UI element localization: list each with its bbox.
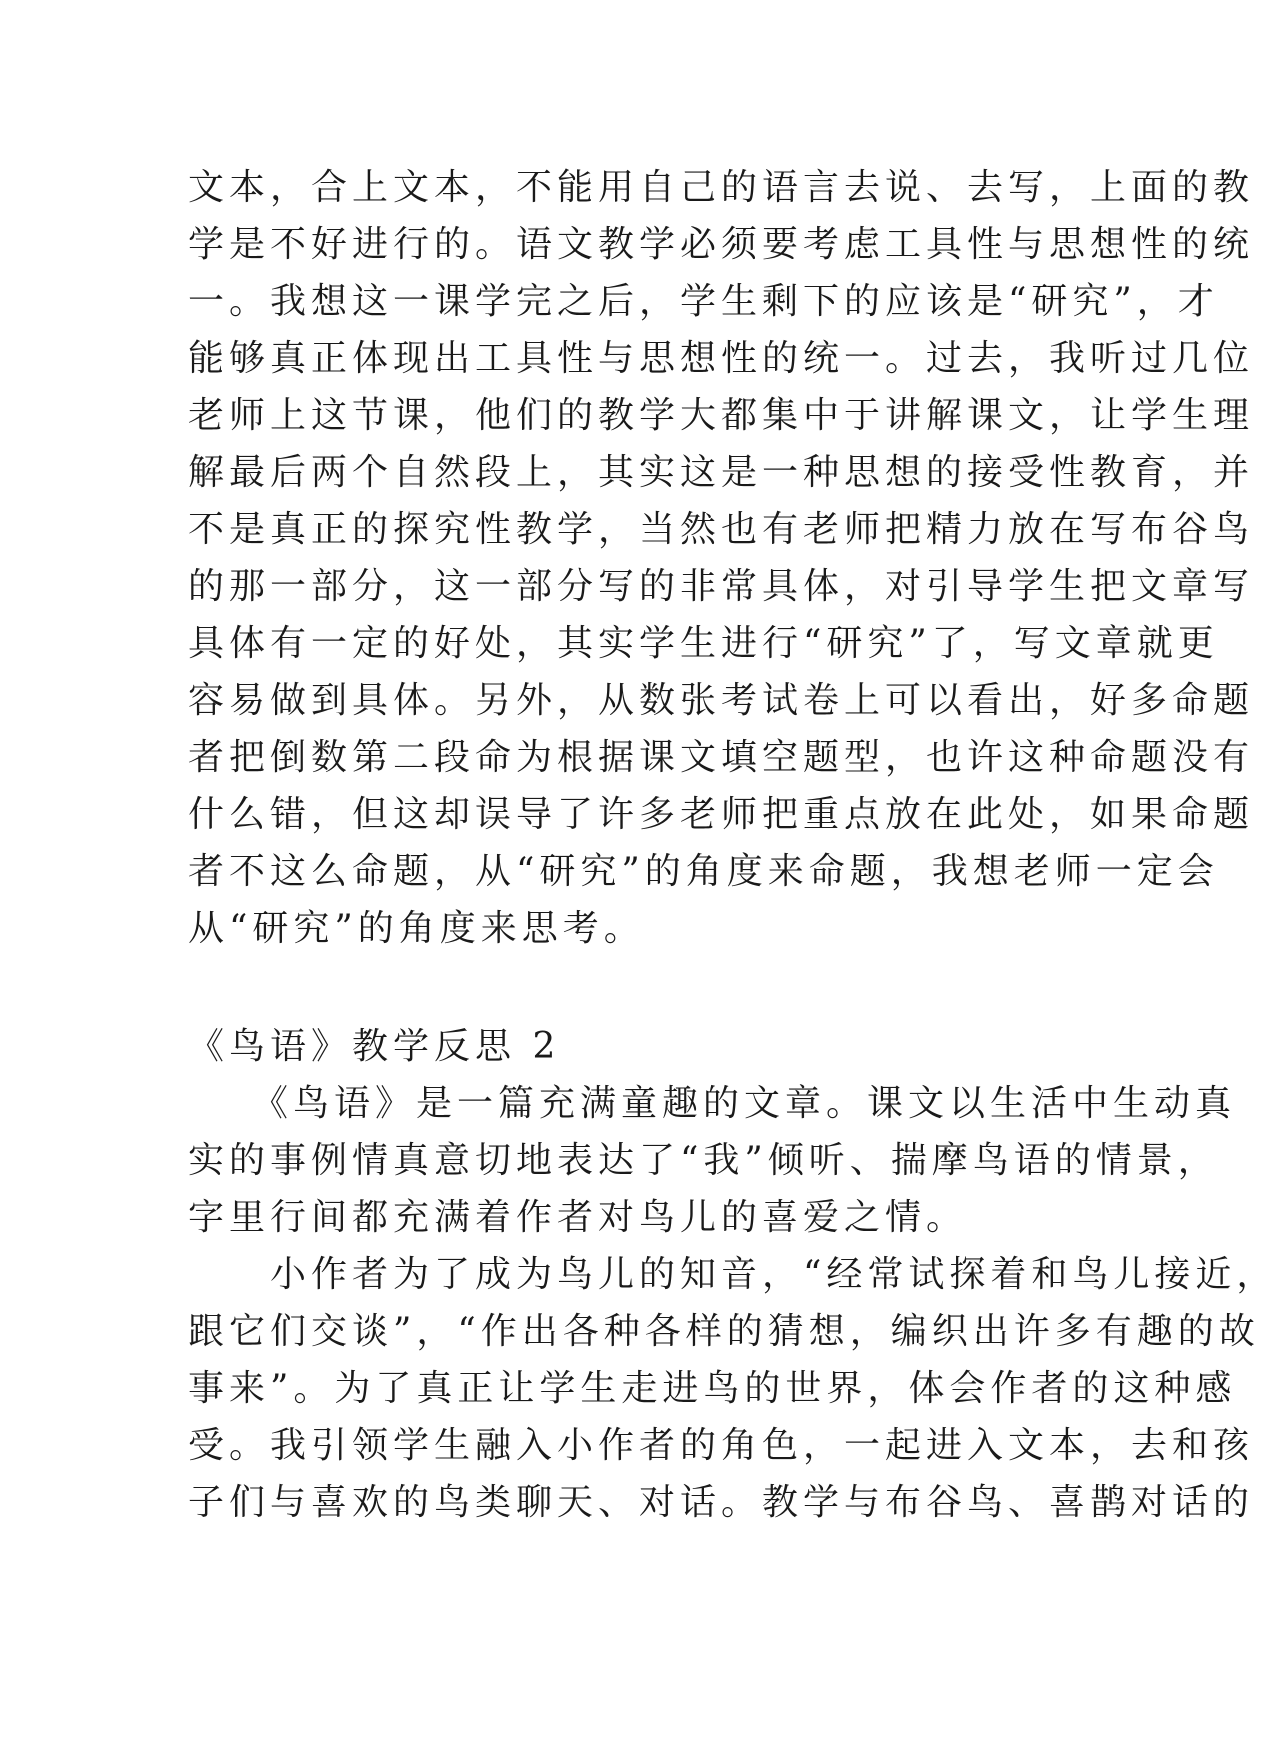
paragraph-1-line: 从“研究”的角度来思考。 — [188, 908, 645, 949]
paragraph-1-line: 解最后两个自然段上，其实这是一种思想的接受性教育，并 — [188, 452, 1255, 493]
paragraph-1-line: 容易做到具体。另外，从数张考试卷上可以看出，好多命题 — [188, 680, 1255, 721]
paragraph-2-line: 字里行间都充满着作者对鸟儿的喜爱之情。 — [188, 1197, 968, 1238]
paragraph-1-line: 学是不好进行的。语文教学必须要考虑工具性与思想性的统 — [188, 224, 1255, 265]
paragraph-3-line: 事来”。为了真正让学生走进鸟的世界，体会作者的这种感 — [188, 1368, 1237, 1409]
paragraph-2-line: 实的事例情真意切地表达了“我”倾听、揣摩鸟语的情景， — [188, 1140, 1219, 1181]
paragraph-1-line: 什么错，但这却误导了许多老师把重点放在此处，如果命题 — [188, 794, 1255, 835]
paragraph-1-line: 一。我想这一课学完之后，学生剩下的应该是“研究”，才 — [188, 281, 1219, 322]
section-2 — [188, 1018, 1277, 1531]
paragraph-3-line: 小作者为了成为鸟儿的知音，“经常试探着和鸟儿接近， — [188, 1254, 1277, 1295]
paragraph-2-line: 《鸟语》是一篇充满童趣的文章。课文以生活中生动真 — [188, 1083, 1237, 1124]
paragraph-1-line: 者不这么命题，从“研究”的角度来命题，我想老师一定会 — [188, 851, 1219, 892]
paragraph-3-line: 跟它们交谈”，“作出各种各样的猜想，编织出许多有趣的故 — [188, 1311, 1260, 1352]
paragraph-1-line: 老师上这节课，他们的教学大都集中于讲解课文，让学生理 — [188, 395, 1255, 436]
section-heading: 《鸟语》教学反思 2 — [188, 1026, 561, 1067]
paragraph-1-line: 文本，合上文本，不能用自己的语言去说、去写，上面的教 — [188, 167, 1255, 208]
paragraph-1-line: 能够真正体现出工具性与思想性的统一。过去，我听过几位 — [188, 338, 1255, 379]
paragraph-3-line: 子们与喜欢的鸟类聊天、对话。教学与布谷鸟、喜鹊对话的 — [188, 1482, 1255, 1523]
paragraph-3-line: 受。我引领学生融入小作者的角色，一起进入文本，去和孩 — [188, 1425, 1255, 1466]
paragraph-1-line: 不是真正的探究性教学，当然也有老师把精力放在写布谷鸟 — [188, 509, 1255, 550]
paragraph-1 — [188, 159, 1255, 957]
paragraph-1-line: 的那一部分，这一部分写的非常具体，对引导学生把文章写 — [188, 566, 1255, 607]
paragraph-1-line: 具体有一定的好处，其实学生进行“研究”了，写文章就更 — [188, 623, 1219, 664]
paragraph-1-line: 者把倒数第二段命为根据课文填空题型，也许这种命题没有 — [188, 737, 1255, 778]
